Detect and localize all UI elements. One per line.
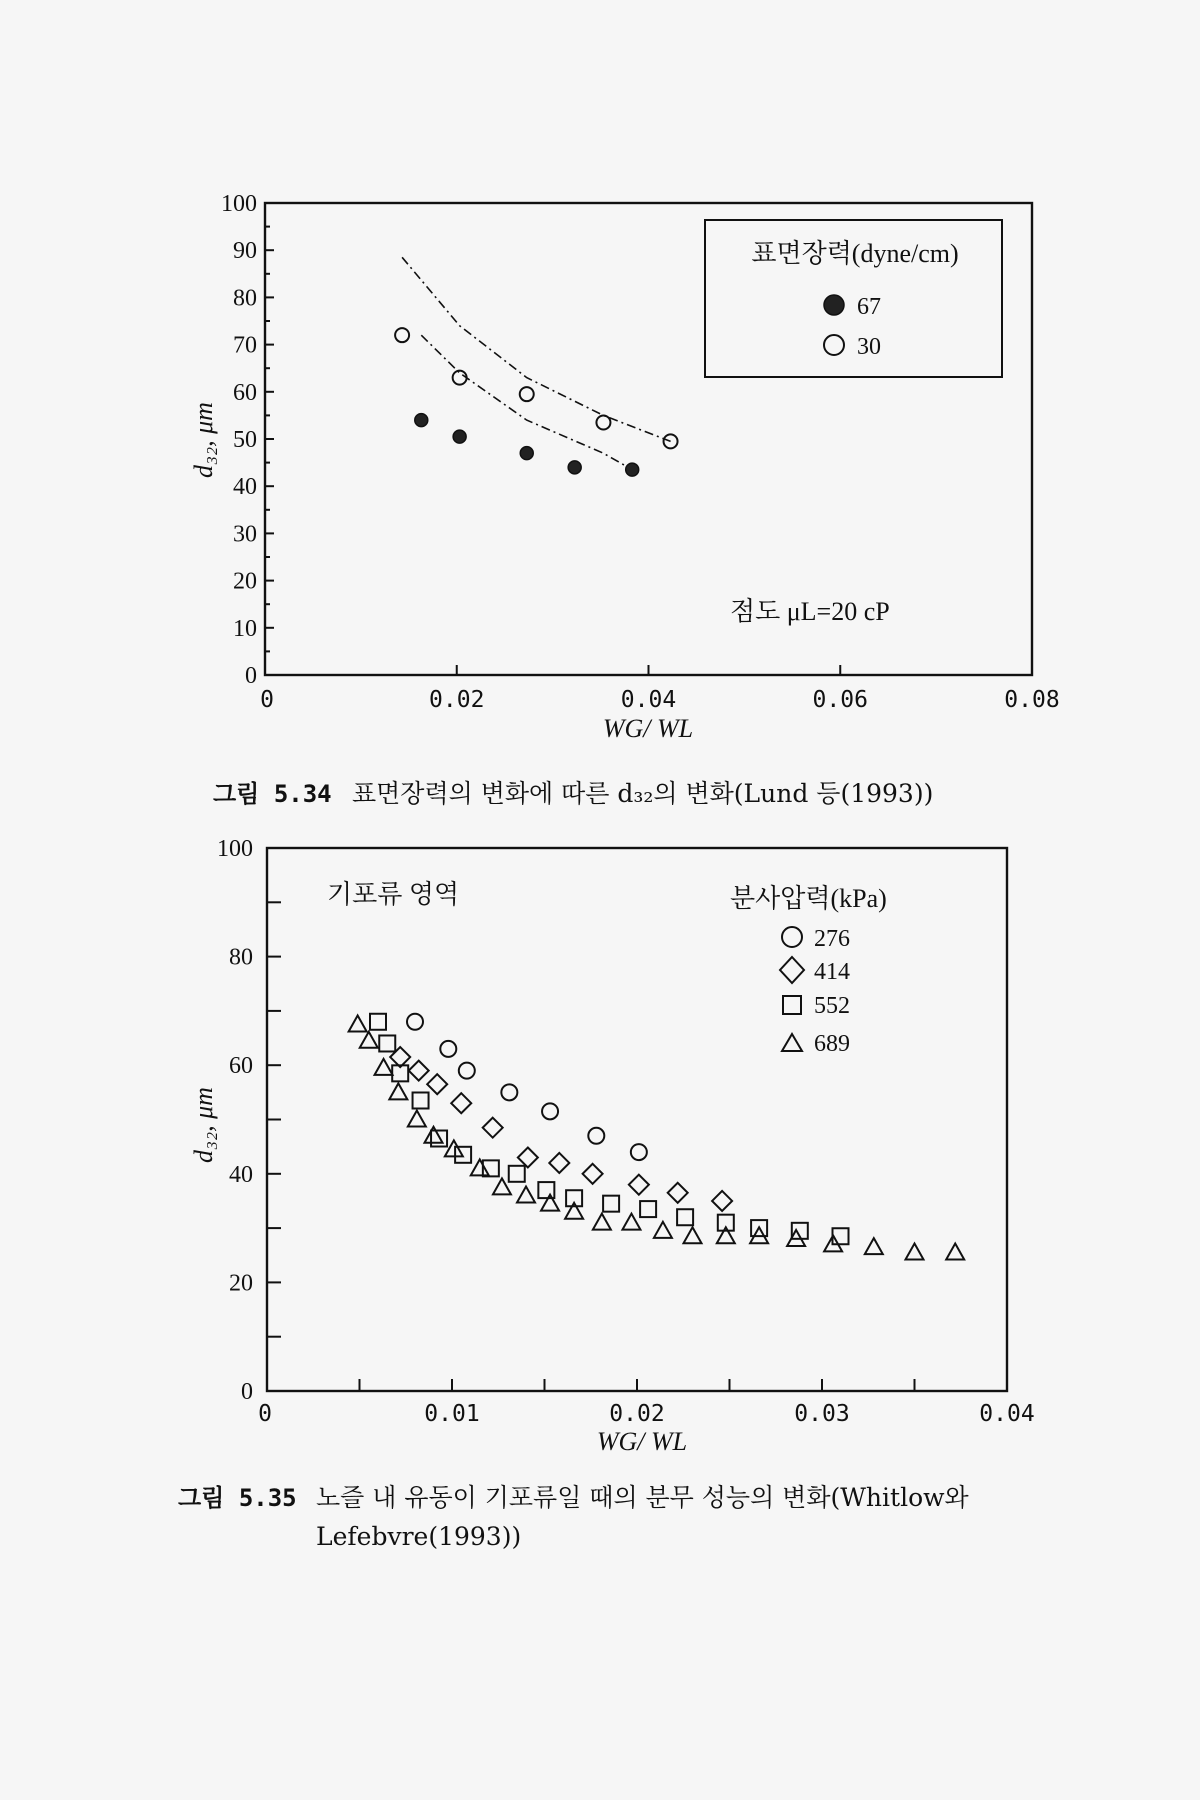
plot2-legend-label-689: 689 [814, 1031, 850, 1057]
plot2-x-tick-label: 0.04 [979, 1401, 1035, 1427]
plot2-x-tick-label: 0.03 [794, 1401, 850, 1427]
plot1-y-tick-label: 30 [233, 521, 257, 548]
plot1-y-tick-label: 10 [233, 615, 257, 642]
plot1-frame [265, 203, 1032, 675]
legend-circle-marker [782, 927, 802, 947]
plot1-x-tick-label: 0.08 [1004, 687, 1060, 713]
plot2-points [349, 1014, 965, 1260]
plot2-point-414 [483, 1118, 503, 1138]
plot2-point-689 [622, 1214, 640, 1230]
plot2-point-414 [549, 1153, 569, 1173]
plot2-x-axis-label: WG/ WL [596, 1427, 688, 1456]
plot2-y-tick-label: 80 [229, 944, 253, 971]
plot1-y-tick-label: 80 [233, 285, 257, 312]
plot2-point-414 [629, 1175, 649, 1195]
plot2-ticks [217, 836, 1035, 1427]
plot1-point-30 [520, 387, 534, 401]
plot2-point-552 [833, 1228, 849, 1244]
plot1-y-tick-label: 40 [233, 474, 257, 501]
plot1-y-tick-label: 100 [221, 191, 257, 217]
plot2-point-414 [427, 1074, 447, 1094]
plot1-legend [705, 220, 1002, 377]
caption-5-34-label: 그림 5.34 [213, 780, 332, 808]
plot1-viscosity-annotation: 점도 μL=20 cP [730, 597, 890, 626]
plot2-point-414 [668, 1183, 688, 1203]
plot1-y-tick-label: 60 [233, 379, 257, 406]
legend-open-circle-marker [824, 335, 844, 355]
plot1-x-tick-label: 0 [260, 687, 274, 713]
plot2-y-tick-label: 0 [241, 1379, 253, 1405]
legend-square-marker [783, 996, 801, 1014]
plot1-y-axis-label: d₃₂, μm [189, 402, 218, 478]
plot2-point-276 [459, 1063, 475, 1079]
plot2-point-552 [370, 1014, 386, 1030]
legend-triangle-marker [782, 1034, 802, 1051]
legend-diamond-marker [780, 957, 804, 983]
plot1-point-30 [453, 371, 467, 385]
plot2-legend [730, 884, 887, 1057]
plot1-y-tick-label: 50 [233, 427, 257, 453]
plot2-point-276 [407, 1014, 423, 1030]
plot2-x-tick-label: 0.02 [609, 1401, 665, 1427]
plot2-point-689 [565, 1203, 583, 1219]
plot2-frame [267, 848, 1007, 1391]
plot2-y-tick-label: 40 [229, 1161, 253, 1188]
plot1-point-67 [568, 461, 581, 474]
caption-5-35-label: 그림 5.35 [178, 1484, 297, 1512]
caption-5-35-text-line2: Lefebvre(1993)) [316, 1522, 522, 1551]
plot2-legend-title: 분사압력(kPa) [730, 884, 887, 913]
plot1-legend-label-30: 30 [857, 334, 881, 360]
plot2-point-689 [375, 1059, 393, 1075]
plot2-point-689 [408, 1111, 426, 1127]
plot1-point-67 [520, 447, 533, 460]
plot2-point-689 [906, 1244, 924, 1260]
plot1-fit-curve-upper [402, 257, 670, 441]
plot1-x-axis-label: WG/ WL [602, 714, 694, 743]
plot1-ticks [221, 191, 1060, 713]
plot2-point-689 [517, 1187, 535, 1203]
plot2-point-689 [593, 1214, 611, 1230]
plot2-y-tick-label: 100 [217, 836, 253, 862]
caption-5-35-text-line1: 노즐 내 유동이 기포류일 때의 분무 성능의 변화(Whitlow와 [316, 1483, 969, 1512]
plot1-y-tick-label: 0 [245, 663, 257, 689]
plot2-point-689 [717, 1227, 735, 1243]
plot1-point-67 [626, 463, 639, 476]
plot2-point-689 [541, 1195, 559, 1211]
plot2-point-552 [413, 1092, 429, 1108]
plot2-point-552 [509, 1166, 525, 1182]
plot1-point-30 [596, 415, 610, 429]
plot2-point-414 [712, 1191, 732, 1211]
plot2-point-276 [631, 1144, 647, 1160]
plot2-point-276 [542, 1103, 558, 1119]
plot2-point-689 [360, 1032, 378, 1048]
plot1-point-67 [453, 430, 466, 443]
plot1-point-67 [415, 414, 428, 427]
plot2-point-689 [946, 1244, 964, 1260]
plot2-point-414 [390, 1047, 410, 1067]
plot2-point-276 [501, 1084, 517, 1100]
plot2-point-689 [425, 1127, 443, 1143]
plot1-x-tick-label: 0.04 [620, 687, 677, 713]
plot2-point-552 [379, 1035, 395, 1051]
plot2-point-552 [677, 1209, 693, 1225]
plot2-point-276 [588, 1128, 604, 1144]
plot2-point-689 [684, 1227, 702, 1243]
plot2-point-276 [440, 1041, 456, 1057]
plot2-point-414 [409, 1061, 429, 1081]
plot2-point-552 [640, 1201, 656, 1217]
plot2-point-689 [471, 1159, 489, 1175]
plot2-point-414 [583, 1164, 603, 1184]
plot2-y-tick-label: 60 [229, 1053, 253, 1080]
plot2-point-414 [451, 1093, 471, 1113]
plot2-legend-label-276: 276 [814, 926, 850, 952]
plot1-x-tick-label: 0.06 [812, 687, 868, 713]
chart-5-34 [189, 191, 1060, 743]
chart-5-35 [189, 836, 1035, 1456]
plot2-point-689 [654, 1222, 672, 1238]
plot1-y-tick-label: 20 [233, 568, 257, 595]
plot1-point-30 [395, 328, 409, 342]
plot2-y-axis-label: d₃₂, μm [189, 1087, 218, 1163]
caption-5-34-text: 표면장력의 변화에 따른 d₃₂의 변화(Lund 등(1993)) [352, 779, 934, 808]
plot1-y-tick-label: 70 [233, 332, 257, 359]
plot2-bubbly-region-annotation: 기포류 영역 [327, 880, 460, 909]
plot1-legend-label-67: 67 [857, 294, 881, 320]
plot1-curves [402, 257, 670, 469]
plot2-point-689 [389, 1083, 407, 1099]
plot1-legend-title: 표면장력(dyne/cm) [751, 239, 959, 268]
plot2-y-tick-label: 20 [229, 1270, 253, 1297]
plot2-point-689 [865, 1238, 883, 1254]
plot2-point-689 [349, 1015, 367, 1031]
plot2-point-552 [538, 1182, 554, 1198]
plot1-y-tick-label: 90 [233, 238, 257, 265]
legend-filled-circle-marker [824, 295, 844, 315]
plot2-legend-label-414: 414 [814, 959, 850, 985]
plot2-point-414 [518, 1148, 538, 1168]
plot2-x-tick-label: 0 [258, 1401, 272, 1427]
plot2-legend-label-552: 552 [814, 993, 850, 1019]
plot2-x-tick-label: 0.01 [424, 1401, 480, 1427]
plot2-point-552 [603, 1196, 619, 1212]
plot1-x-tick-label: 0.02 [429, 687, 485, 713]
